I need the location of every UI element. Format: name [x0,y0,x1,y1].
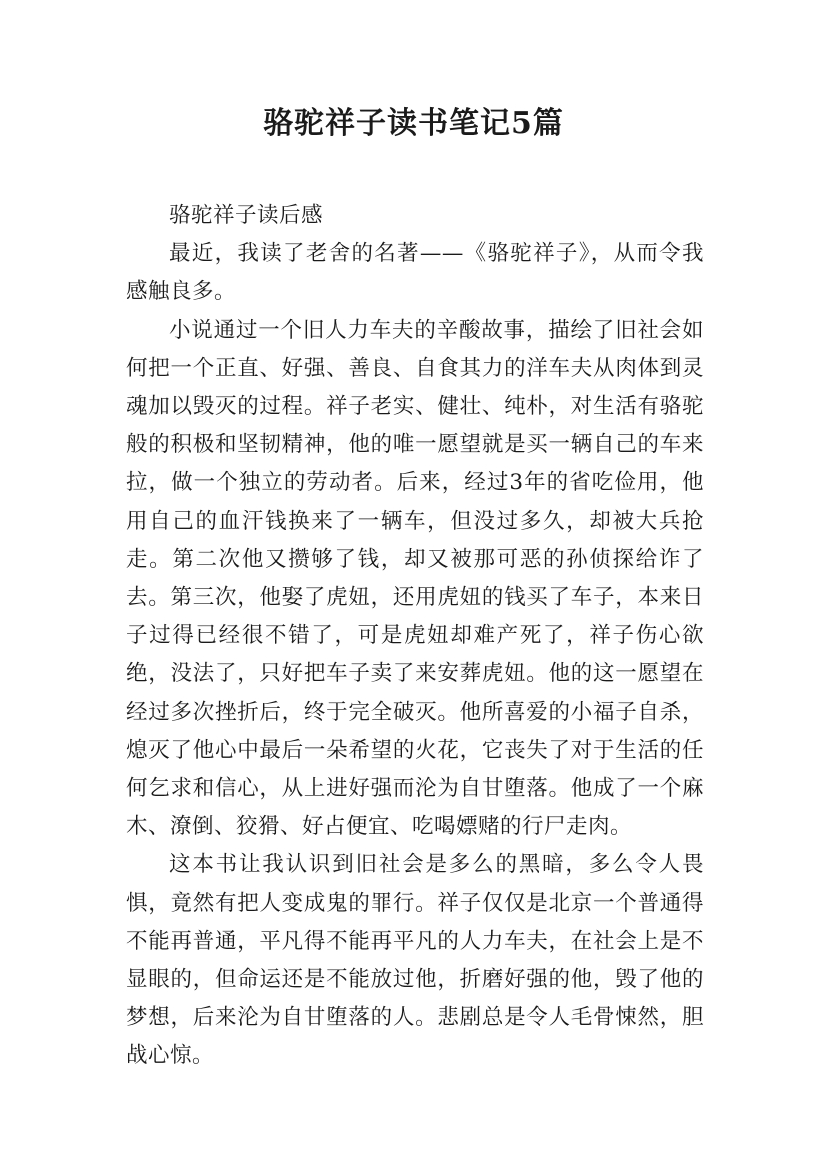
section-heading: 骆驼祥子读后感 [169,203,324,228]
paragraph: 小说通过一个旧人力车夫的辛酸故事，描绘了旧社会如何把一个正直、好强、善良、自食其力的洋车夫从肉体到灵魂加以毁灭的过程。祥子老实、健壮、纯朴，对生活有骆驼般的积极和坚韧精神，他的唯一愿望就是买一辆自己的车来拉，做一个独立的劳动者。后来，经过3年的省吃俭用，他用自己的血汗钱换来了一辆车，但没过多久，却被大兵抢走。第二次他又攒够了钱，却又被那可恶的孙侦探给诈了去。第三次，他娶了虎妞，还用虎妞的钱买了车子，本来日子过得已经很不错了，可是虎妞却难产死了，祥子伤心欲绝，没法了，只好把车子卖了来安葬虎妞。他的这一愿望在经过多次挫折后，终于完全破灭。他所喜爱的小福子自杀，熄灭了他心中最后一朵希望的火花，它丧失了对于生活的任何乞求和信心，从上进好强而沦为自甘堕落。他成了一个麻木、潦倒、狡猾、好占便宜、吃喝嫖赌的行尸走肉。 [126,317,704,840]
paragraph: 最近，我读了老舍的名著——《骆驼祥子》，从而令我感触良多。 [126,241,704,305]
document-body [126,197,704,1076]
paragraph: 这本书让我认识到旧社会是多么的黑暗，多么令人畏惧，竟然有把人变成鬼的罪行。祥子仅仅是北京一个普通得不能再普通，平凡得不能再平凡的人力车夫，在社会上是不显眼的，但命运还是不能放过他，折磨好强的他，毁了他的梦想，后来沦为自甘堕落的人。悲剧总是令人毛骨悚然，胆战心惊。 [126,852,704,1069]
document-title: 骆驼祥子读书笔记5篇 [263,106,564,141]
